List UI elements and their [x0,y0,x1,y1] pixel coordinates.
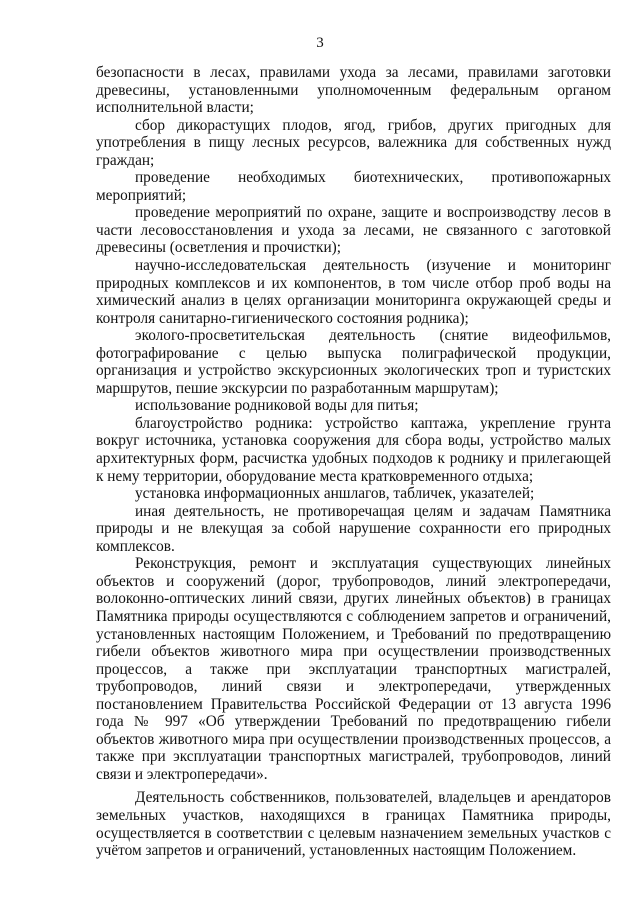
paragraph-reconstruction: Реконструкция, ремонт и эксплуатация существующих линейных объектов и сооружений (дорог, трубопроводов, линий электропередачи, волоконно-оптических линий связи, других линейных объектов) в границах Памятника природы осуществляются с соблюдением запретов и ограничений, установленных настоящим Положением, и Требований по предотвращению гибели объектов животного мира при осуществлении производственных процессов, а также при эксплуатации транспортных магистралей, трубопроводов, линий связи и электропередачи, утвержденных постановлением Правительства Российской Федерации от 13 августа 1996 года № 997 «Об утверждении Требований по предотвращению гибели объектов животного мира при осуществлении производственных процессов, а также при эксплуатации транспортных магистралей, трубопроводов, линий связи и электропередачи». [96,555,611,783]
paragraph-continuation: безопасности в лесах, правилами ухода за лесами, правилами заготовки древесины, установленными уполномоченным федеральным органом исполнительной власти; [96,64,611,117]
paragraph-eco-education: эколого-просветительская деятельность (снятие видеофильмов, фотографирование с целью выпуска полиграфической продукции, организация и устройство экскурсионных экологических троп и туристских маршрутов, пешие экскурсии по разработанным маршрутам); [96,327,611,397]
paragraph-landowners: Деятельность собственников, пользователей, владельцев и арендаторов земельных участков, находящихся в границах Памятника природы, осуществляется в соответствии с целевым назначением земельных участков с учётом запретов и ограничений, установленных настоящим Положением. [96,789,611,860]
paragraph-forest-protection: проведение мероприятий по охране, защите и воспроизводству лесов в части лесовосстановления и ухода за лесами, не связанного с заготовкой древесины (осветления и прочистки); [96,204,611,257]
paragraph-drinking-water: использование родниковой воды для питья; [135,397,419,415]
paragraph-biotechnical: проведение необходимых биотехнических, противопожарных мероприятий; [96,169,611,204]
document-body [96,64,611,860]
paragraph-signs: установка информационных аншлагов, табличек, указателей; [135,485,535,503]
paragraph-spring-improvement: благоустройство родника: устройство каптажа, укрепление грунта вокруг источника, установка сооружения для сбора воды, устройство малых архитектурных форм, расчистка удобных подходов к роднику и прилегающей к нему территории, оборудование места кратковременного отдыха; [96,414,611,485]
paragraph-other-activity: иная деятельность, не противоречащая целям и задачам Памятника природы и не влекущая за собой нарушение сохранности его природных комплексов. [96,502,611,555]
paragraph-research: научно-исследовательская деятельность (изучение и мониторинг природных комплексов и их компонентов, в том числе отбор проб воды на химический анализ в целях организации мониторинга окружающей среды и контроля санитарно-гигиенического состояния родника); [96,257,611,327]
paragraph-gathering: сбор дикорастущих плодов, ягод, грибов, других пригодных для употребления в пищу лесных ресурсов, валежника для собственных нужд граждан; [96,116,611,169]
page-number: 3 [316,35,324,51]
